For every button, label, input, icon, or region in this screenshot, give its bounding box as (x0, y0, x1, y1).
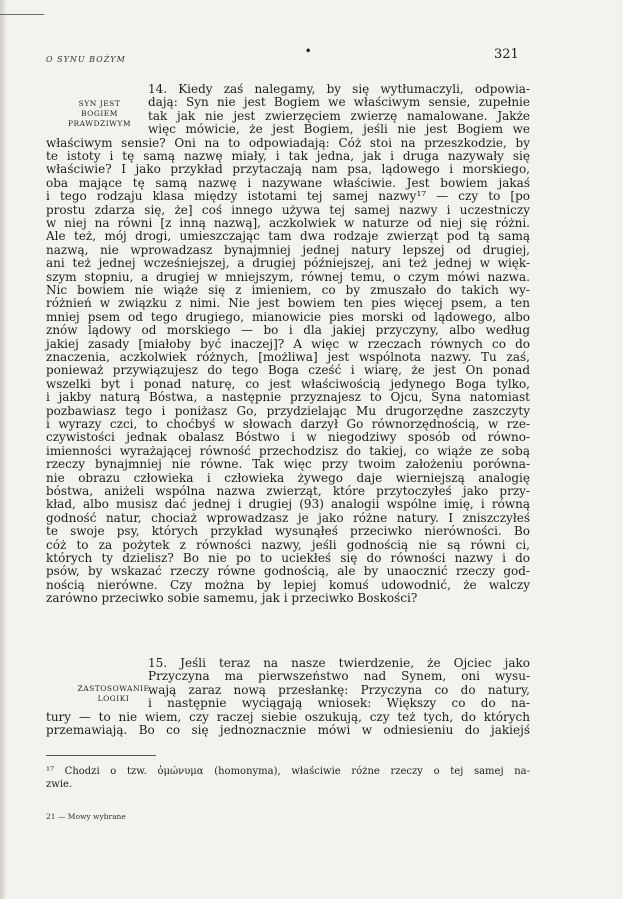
text-line: jakiej zasady [miałoby być inaczej]? A więc w rzeczach równych co do (46, 336, 530, 351)
text-line: i następnie wyciągają wniosek: Większy co do na- (148, 696, 530, 711)
text-line: 14. Kiedy zaś nalegamy, by się wytłumaczyli, odpowia- (148, 82, 530, 96)
scan-top-line (0, 14, 44, 15)
text-line: dają: Syn nie jest Bogiem we właściwym sensie, zupełnie (148, 95, 530, 110)
text-line: pozbawiasz tego i poniżasz Go, przydzielając Mu drugorzędne zaszczyty (46, 403, 530, 418)
text-line: wają zaraz nową przesłankę: Przyczyna co do natury, (148, 682, 530, 697)
text-line: rzeczy bynajmniej nie równe. Tak więc przy twoim założeniu porówna- (46, 457, 530, 472)
margin-note-logic (66, 684, 161, 704)
text-line: znaczenia, aczkolwiek różnych, [możliwa] jest wspólnota nazwy. Tu zaś, (46, 350, 530, 364)
header-ornament: • (305, 46, 312, 57)
text-line: zarówno przeciwko sobie samemu, jak i przeciwko Boskości? (46, 591, 418, 606)
page-number: 321 (494, 47, 519, 62)
text-line: nością nierówne. Czy można by lepiej komuś udowodnić, że walczy (46, 577, 530, 592)
footnote-rule (46, 755, 156, 756)
text-line: właściwie? I jako przykład przytaczają nam psa, lądowego i morskiego, (46, 162, 530, 177)
text-line: w niej na równi [z inną nazwą], aczkolwiek w naturze od niej się różni. (46, 216, 530, 230)
text-line: 15. Jeśli teraz na nasze twierdzenie, że Ojciec jako (148, 656, 530, 670)
text-line: czywistości jednak obalasz Bóstwo i w niegodziwy sposób od równo- (46, 430, 530, 445)
text-line: nazwą, nie wprowadzasz bynajmniej jednej natury lepszej od drugiej, (46, 242, 530, 257)
text-line: kład, albo musisz dać jednej i drugiej (93) analogii wspólne imię, i równą (46, 497, 530, 512)
text-line: psów, by wskazać rzeczy równe godnością, ale by unaocznić rzeczy god- (46, 564, 530, 579)
text-line: i jakby naturą Bóstwa, a następnie przyznajesz to Ojcu, Syna natomiast (46, 390, 530, 405)
text-line: szym stopniu, a drugiej w mniejszym, równej temu, o czym mówi nazwa. (46, 269, 530, 284)
margin-note-line: PRAWDZIWYM (67, 119, 132, 128)
text-line: znów lądowy od morskiego — bo i dla jakiej przyczyny, albo według (46, 323, 530, 338)
margin-note-line: ZASTOSOWANIE (77, 684, 150, 693)
margin-note-line: BOGIEM (81, 109, 118, 118)
text-line: cóż to za pożytek z równości nazwy, jeśli godnością nie są równi ci, (46, 537, 530, 552)
text-line: Przyczyna ma pierwszeństwo nad Synem, oni wysu- (148, 669, 530, 684)
printer-signature: 21 — Mowy wybrane (46, 812, 126, 821)
text-line: imienności wyrażającej równość przechodzisz do takiej, co wiąże ze sobą (46, 443, 530, 458)
margin-note-line: LOGIKI (97, 694, 130, 703)
text-line: te istoty i tę samą nazwę miały, i tak jedna, jak i druga nazywały się (46, 149, 530, 163)
text-line: właściwym sensie? Oni na to odpowiadają: Cóż stoi na przeszkodzie, by (46, 135, 530, 150)
text-line: tak jak nie jest zwierzęciem zwierzę namalowane. Jakże (148, 108, 530, 123)
text-line: mniej psem od tego drugiego, mianowicie pies morski od lądowego, albo (46, 309, 530, 324)
text-line: których ty dzielisz? Bo nie po to uciekłeś się do równości nazwy i do (46, 551, 530, 565)
footnote-line: zwie. (46, 779, 73, 790)
text-line: oba mające tę samą nazwę i nazywane właściwie. Jest bowiem jakaś (46, 175, 530, 190)
text-line: bóstwa, aniżeli wspólna nazwa zwierząt, które przytoczyłeś jako przy- (46, 484, 530, 498)
text-line: godność natur, chociaż wprowadzasz je jako różne natury. I zniszczyłeś (46, 510, 530, 525)
text-line: różnień w związku z nimi. Nie jest bowiem ten pies więcej psem, a ten (46, 296, 530, 311)
text-line: więc mówicie, że jest Bogiem, jeśli nie jest Bogiem we (148, 122, 530, 137)
text-line: te swoje psy, których przykład wysunąłeś przeciwko nierówności. Bo (46, 524, 530, 539)
text-line: ani też jednej wcześniejszej, a drugiej późniejszej, ani też jednej w więk- (46, 256, 530, 271)
running-title: O SYNU BOŻYM (46, 55, 126, 64)
scan-left-edge (0, 0, 7, 899)
text-line: tury — to nie wiem, czy raczej siebie oszukują, czy też tych, do których (46, 709, 530, 724)
text-line: przemawiają. Bo co się jednoznacznie mówi w odniesieniu do jakiejś (46, 723, 530, 737)
text-line: wszelki byt i ponad naturę, co jest właściwością jedynego Boga tylko, (46, 376, 530, 391)
text-line: prostu zdarza się, że] coś innego używa tej samej nazwy i uczestniczy (46, 202, 530, 217)
text-line: Ale też, mój drogi, umieszczając tam dwa rodzaje zwierząt pod tą samą (46, 229, 530, 244)
text-line: i tego rodzaju klasa między istotami tej samej nazwy¹⁷ — czy to [po (46, 189, 530, 204)
text-line: Nic bowiem nie wiąże się z imieniem, co by zmuszało do takich wy- (46, 283, 530, 297)
margin-note-son-is-god (52, 99, 147, 129)
margin-note-line: SYN JEST (78, 99, 121, 108)
text-line: nie obrazu człowieka i człowieka żywego daje wierniejszą analogię (46, 470, 530, 485)
text-line: i wyrazy czci, to choćbyś w słowach darzył Go równorzędnością, w rze- (46, 417, 530, 431)
text-line: ponieważ przywiązujesz do tego Boga cześć i wiarę, że jest On ponad (46, 363, 530, 378)
footnote-line: ¹⁷ Chodzi o tzw. ὁμώνυμα (homonyma), właściwie różne rzeczy o tej samej na- (46, 766, 530, 777)
